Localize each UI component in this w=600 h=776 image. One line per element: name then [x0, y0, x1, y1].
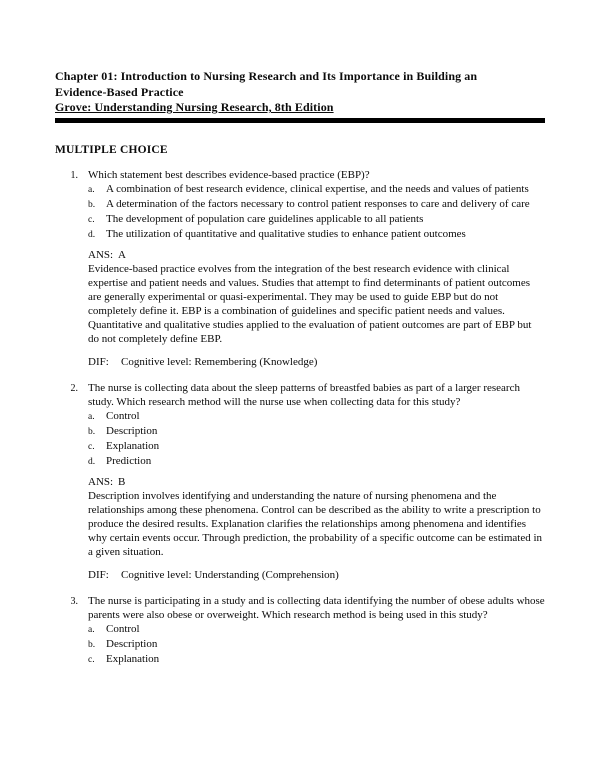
question-block-1	[55, 168, 545, 369]
option-text: Explanation	[106, 652, 160, 665]
question-body	[88, 594, 545, 667]
chapter-title-line-2: Evidence-Based Practice	[55, 84, 184, 99]
option-letter: b.	[88, 426, 96, 437]
chapter-title-line-1: Chapter 01: Introduction to Nursing Research and Its Importance in Building an	[55, 69, 478, 83]
dif-line	[88, 355, 545, 369]
option-text: Explanation	[106, 439, 160, 452]
question-stem: The nurse is participating in a study and is collecting data identifying the number of obese adults whose parents were also obese or overweight. Which research method is being used in this study?	[88, 594, 545, 621]
option-letter: b.	[88, 639, 96, 650]
answer-block	[88, 475, 545, 559]
option-row	[88, 409, 545, 424]
book-title-line: Grove: Understanding Nursing Research, 8th Edition	[55, 100, 334, 114]
answer-line	[88, 248, 545, 262]
answer-rationale: Description involves identifying and understanding the nature of nursing phenomena and the relationships among these phenomena. Control can be described as the ability to write a prescription to produce the desired results. Explanation clarifies the relationships among phenomena and identifies why certain events occur. Through prediction, the probability of a specific outcome can be estimated in a given situation.	[88, 489, 543, 558]
question-number: 2.	[70, 382, 78, 394]
option-letter: d.	[88, 456, 96, 467]
option-row	[88, 637, 545, 652]
option-letter: c.	[88, 214, 95, 225]
option-text: Control	[106, 409, 140, 422]
answer-value: A	[118, 248, 126, 261]
option-row	[88, 182, 545, 197]
question-number: 1.	[70, 169, 78, 181]
answer-value: B	[118, 475, 126, 488]
option-letter: a.	[88, 411, 95, 422]
question-body	[88, 168, 545, 369]
answer-line	[88, 475, 545, 489]
option-row	[88, 652, 545, 667]
option-row	[88, 227, 545, 242]
answer-label: ANS:	[88, 248, 114, 261]
questions-list	[55, 168, 545, 667]
dif-label: DIF:	[88, 568, 109, 581]
answer-label: ANS:	[88, 475, 114, 488]
question-body	[88, 381, 545, 582]
option-letter: b.	[88, 199, 96, 210]
option-row	[88, 212, 545, 227]
option-letter: a.	[88, 184, 95, 195]
dif-text: Cognitive level: Understanding (Comprehension)	[121, 568, 339, 581]
answer-block	[88, 248, 545, 346]
option-text: Description	[106, 637, 158, 650]
option-text: Control	[106, 622, 140, 635]
option-text: Prediction	[106, 454, 152, 467]
option-text: A determination of the factors necessary to control patient responses to care and delivery of care	[106, 197, 530, 210]
dif-line	[88, 568, 545, 582]
option-row	[88, 439, 545, 454]
option-letter: d.	[88, 229, 96, 240]
options-list	[88, 182, 545, 242]
dif-label: DIF:	[88, 355, 109, 368]
chapter-header	[55, 69, 545, 123]
option-text: The development of population care guidelines applicable to all patients	[106, 212, 424, 225]
option-text: The utilization of quantitative and qualitative studies to enhance patient outcomes	[106, 227, 466, 240]
option-row	[88, 454, 545, 469]
option-letter: a.	[88, 624, 95, 635]
question-stem: The nurse is collecting data about the sleep patterns of breastfed babies as part of a larger research study. Which research method will the nurse use when collecting data for this study?	[88, 381, 520, 408]
option-letter: c.	[88, 654, 95, 665]
option-row	[88, 424, 545, 439]
option-text: A combination of best research evidence, clinical expertise, and the needs and values of patients	[106, 182, 529, 195]
answer-rationale: Evidence-based practice evolves from the integration of the best research evidence with clinical expertise and patient needs and values. Studies that attempt to find determinants of patient outcomes are generally experimental or quasi-experimental. They may be used to guide EBP but do not completely define it. EBP is a combination of guidelines and specific patient needs and values. Quantitative and qualitative studies applied to the evaluation of patient outcomes are part of EBP but do not completely define EBP.	[88, 262, 532, 345]
option-letter: c.	[88, 441, 95, 452]
question-block-3	[55, 594, 545, 667]
option-row	[88, 197, 545, 212]
options-list	[88, 622, 545, 667]
dif-text: Cognitive level: Remembering (Knowledge)	[121, 355, 318, 368]
header-rule	[55, 118, 545, 123]
options-list	[88, 409, 545, 469]
question-block-2	[55, 381, 545, 582]
option-row	[88, 622, 545, 637]
option-text: Description	[106, 424, 158, 437]
section-heading: MULTIPLE CHOICE	[55, 143, 168, 156]
question-stem: Which statement best describes evidence-based practice (EBP)?	[88, 168, 370, 181]
question-number: 3.	[70, 595, 78, 607]
